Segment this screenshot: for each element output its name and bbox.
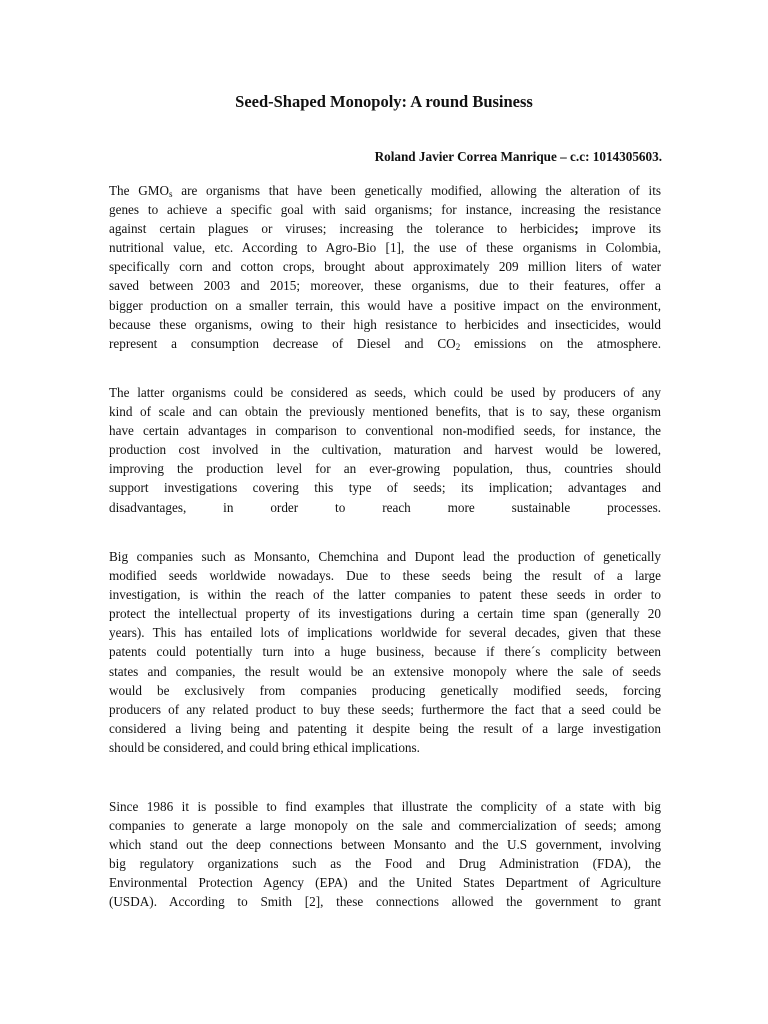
paragraph-4 — [109, 797, 661, 912]
text-line: protect the intellectual property of its investigations during a certain time span (generally 20 — [109, 606, 661, 622]
text-line: disadvantages, in order to reach more sustainable processes. — [109, 499, 661, 515]
text-line: producers of any related product to buy these seeds; furthermore the fact that a seed could be — [109, 701, 661, 717]
text-line: (USDA). According to Smith [2], these connections allowed the government to grant — [109, 894, 661, 910]
text-line: should be considered, and could bring ethical implications. — [109, 739, 420, 755]
text-line: which stand out the deep connections between Monsanto and the U.S government, involving — [109, 837, 661, 853]
text-line: would be exclusively from companies producing genetically modified seeds, forcing — [109, 682, 661, 698]
text-line: nutritional value, etc. According to Agro-Bio [1], the use of these organisms in Colombia, — [109, 240, 661, 256]
text-line: Environmental Protection Agency (EPA) and the United States Department of Agriculture — [109, 875, 661, 891]
text-line: genes to achieve a specific goal with said organisms; for instance, increasing the resistance — [109, 202, 661, 218]
text-line: patents could potentially turn into a huge business, because if there´s complicity between — [109, 644, 661, 660]
text-line: years). This has entailed lots of implications worldwide for several decades, given that these — [109, 625, 661, 641]
paragraph-2 — [109, 383, 661, 517]
text-line: companies to generate a large monopoly on the sale and commercialization of seeds; among — [109, 818, 661, 834]
text-line: The latter organisms could be considered as seeds, which could be used by producers of any — [109, 385, 661, 400]
text-line: The $GMO_s$ are organisms that have been genetically modified, allowing the alteration of its — [109, 183, 661, 199]
text-line: investigation, is within the reach of the latter companies to patent these seeds in order to — [109, 587, 661, 603]
text-line: kind of scale and can obtain the previously mentioned benefits, that is to say, these organism — [109, 404, 661, 420]
text-line: bigger production on a smaller terrain, this would have a positive impact on the environment, — [109, 297, 661, 313]
text-line: production cost involved in the cultivation, maturation and harvest would be lowered, — [109, 442, 661, 458]
author-line: Roland Javier Correa Manrique – c.c: 1014305603. — [374, 149, 662, 164]
text-line: big regulatory organizations such as the Food and Drug Administration (FDA), the — [109, 856, 661, 872]
text-line: considered a living being and patenting it despite being the result of a large investigation — [109, 720, 661, 736]
text-line: states and companies, the result would be an extensive monopoly where the sale of seeds — [109, 663, 661, 679]
page-title: Seed-Shaped Monopoly: A round Business — [235, 92, 533, 111]
text-line: represent a consumption decrease of Diesel and $CO_2$ emissions on the atmosphere. — [109, 335, 662, 352]
paragraph-3 — [109, 547, 661, 757]
text-line: modified seeds worldwide nowadays. Due to these seeds being the result of a large — [109, 568, 661, 584]
text-line: against certain plagues or viruses; increasing the tolerance to herbicides; improve its — [109, 221, 661, 237]
paragraph-1 — [109, 181, 661, 353]
text-line: Since 1986 it is possible to find examples that illustrate the complicity of a state with big — [109, 799, 661, 814]
text-line: specifically corn and cotton crops, brought about approximately 209 million liters of water — [109, 259, 661, 275]
text-line: have certain advantages in comparison to conventional non-modified seeds, for instance, the — [109, 423, 661, 439]
text-line: improving the production level for an ever-growing population, thus, countries should — [109, 461, 661, 477]
text-line: Big companies such as Monsanto, Chemchina and Dupont lead the production of genetically — [109, 549, 661, 564]
text-line: saved between 2003 and 2015; moreover, these organisms, due to their features, offer a — [109, 278, 661, 294]
text-line: support investigations covering this type of seeds; its implication; advantages and — [109, 480, 661, 496]
text-line: because these organisms, owing to their high resistance to herbicides and insecticides, would — [109, 316, 661, 332]
